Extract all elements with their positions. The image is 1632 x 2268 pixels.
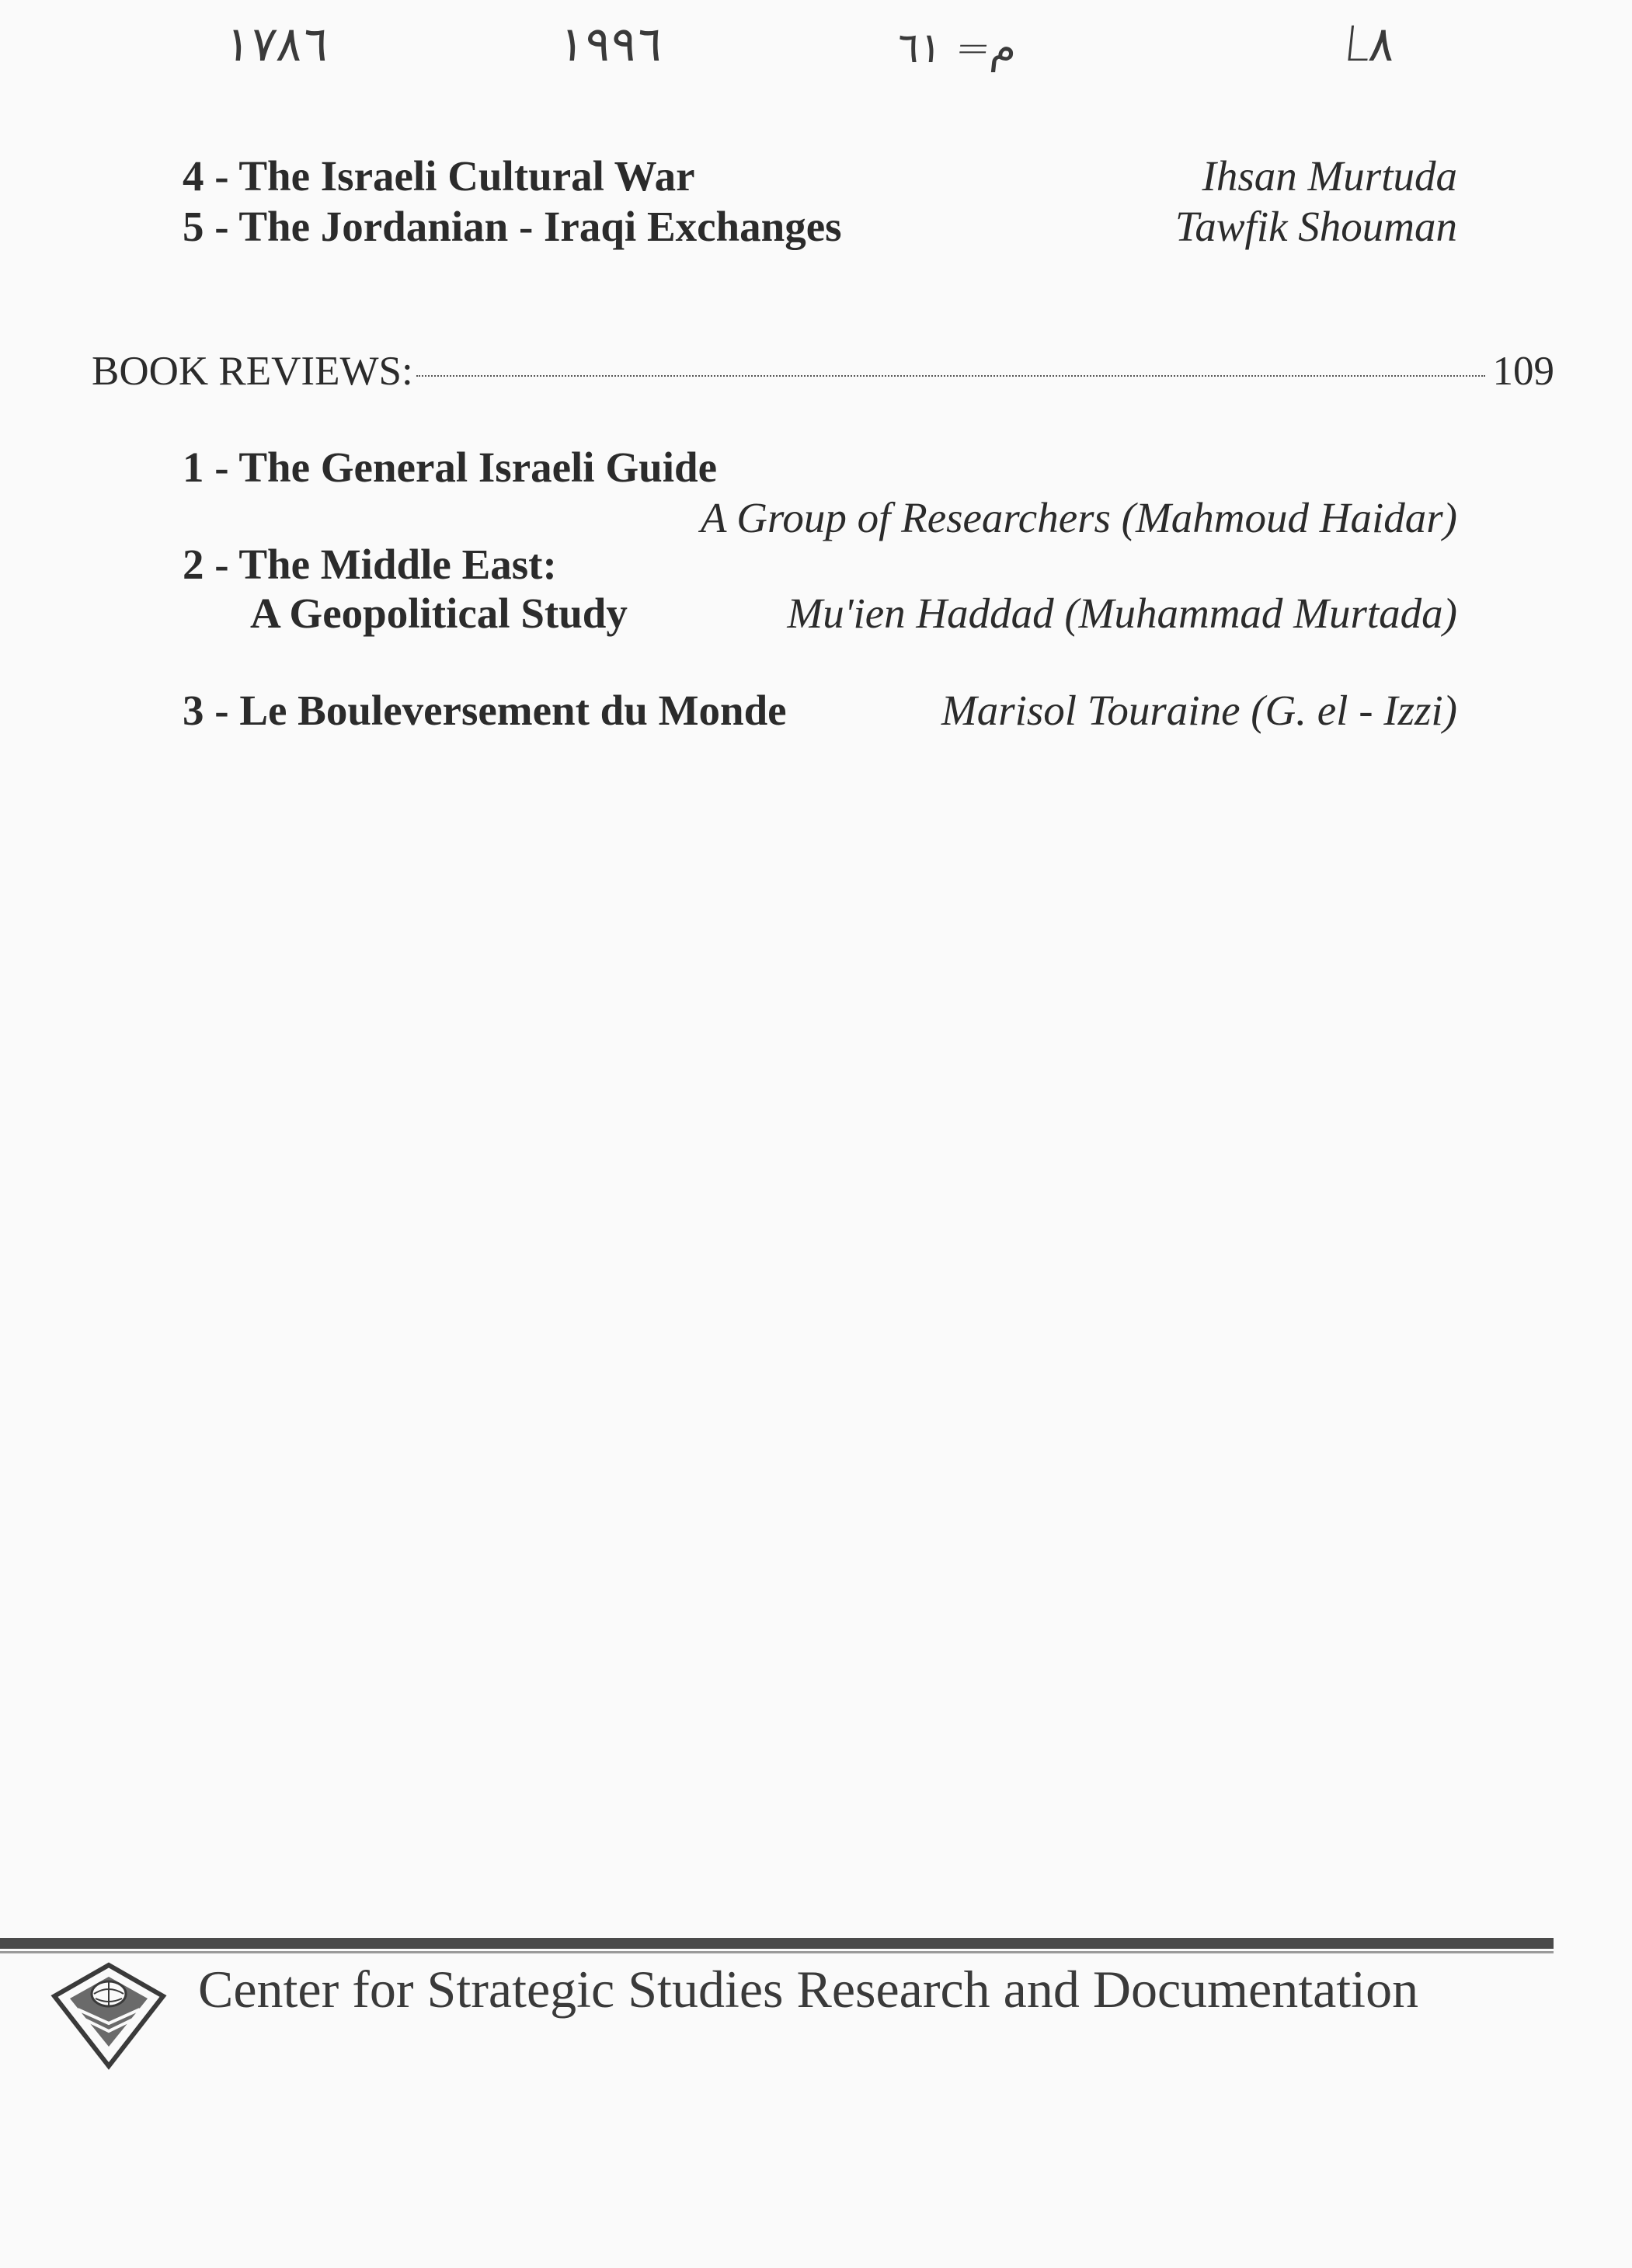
page-number: 109 <box>1492 349 1554 394</box>
review-entry <box>183 686 1457 735</box>
entry-title: 4 - The Israeli Cultural War <box>183 152 695 200</box>
entry-author: Tawfik Shouman <box>1174 203 1457 250</box>
review-author: Mu'ien Haddad (Muhammad Murtada) <box>787 590 1457 637</box>
entry-title: 5 - The Jordanian - Iraqi Exchanges <box>183 203 842 250</box>
book-reviews-heading <box>92 348 1554 395</box>
publisher-name: Center for Strategic Studies Research and Documentation <box>198 1960 1419 2019</box>
review-title: 2 - The Middle East: <box>183 541 557 588</box>
footer-rule <box>0 1938 1554 1949</box>
review-author: Marisol Touraine (G. el - Izzi) <box>941 687 1457 734</box>
review-author: A Group of Researchers (Mahmoud Haidar) <box>700 494 1457 541</box>
handwritten-note-2: ١٩٩٦ <box>556 16 666 72</box>
section-label: BOOK REVIEWS: <box>92 349 413 394</box>
handwritten-note-1: ١٧٨٦ <box>222 16 332 72</box>
review-title: 1 - The General Israeli Guide <box>183 444 717 491</box>
review-title: 3 - Le Bouleversement du Monde <box>183 687 787 734</box>
review-entry <box>250 589 1457 638</box>
review-title-continued: A Geopolitical Study <box>250 590 628 637</box>
globe-book-logo-icon <box>50 1961 167 2070</box>
footer-rule-thin <box>0 1951 1554 1953</box>
dotted-leader <box>416 375 1485 377</box>
contents-entry <box>183 151 1457 200</box>
handwritten-note-3: م= ٦١ <box>894 23 1020 72</box>
handwritten-note-4: L٨ <box>1341 16 1398 72</box>
contents-entry <box>183 202 1457 251</box>
entry-author: Ihsan Murtuda <box>1202 152 1457 200</box>
